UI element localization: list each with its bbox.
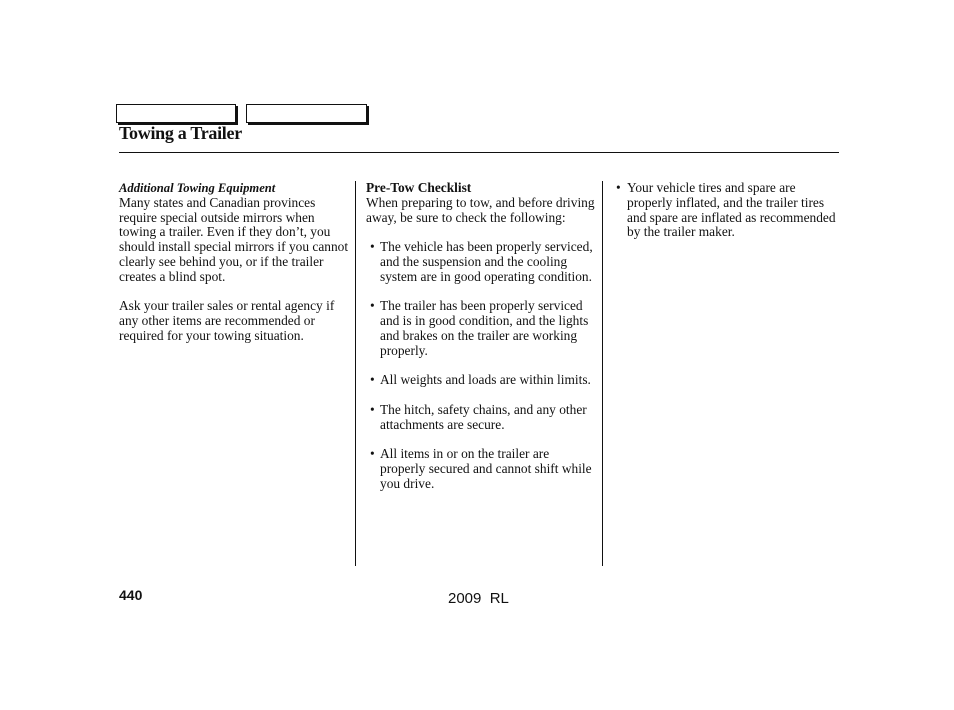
- checklist-heading: Pre-Tow Checklist: [366, 180, 472, 195]
- list-item: • Your vehicle tires and spare are properly inflated, and the trailer tires and spare are inflated as recommended by the trailer maker.: [616, 180, 836, 240]
- bullet-icon: •: [370, 446, 375, 462]
- bullet-icon: •: [616, 180, 621, 195]
- title-divider: [119, 152, 839, 153]
- footer-model-label: 2009 RL: [448, 590, 509, 607]
- list-item: • The hitch, safety chains, and any other attachments are secure.: [370, 401, 587, 432]
- list-item: • The trailer has been properly serviced and is in good condition, and the lights and brakes on the trailer are working properly.: [370, 298, 589, 358]
- mirrors-paragraph: Many states and Canadian provinces require special outside mirrors when towing a trailer. Even if they don’t, you should install special mirrors if you cannot clearly see behind you, or if the trailer creates a blind spot.: [119, 194, 349, 284]
- bullet-icon: •: [370, 401, 375, 417]
- bullet-icon: •: [370, 372, 375, 388]
- bullet-icon: •: [370, 298, 375, 314]
- column-additional-equipment: [119, 181, 351, 344]
- previous-page-button[interactable]: [116, 104, 236, 123]
- column-divider-right: [602, 181, 603, 566]
- checklist-list-continued: [616, 181, 838, 240]
- rental-agency-paragraph: Ask your trailer sales or rental agency if any other items are recommended or required for your towing situation.: [119, 298, 335, 343]
- list-item: • All items in or on the trailer are properly secured and cannot shift while you drive.: [370, 446, 592, 491]
- column-divider-left: [355, 181, 356, 566]
- list-item: • All weights and loads are within limits.: [370, 372, 591, 388]
- checklist-list: [366, 240, 596, 492]
- checklist-intro: When preparing to tow, and before driving away, be sure to check the following:: [366, 194, 595, 225]
- list-item: • The vehicle has been properly serviced, and the suspension and the cooling system are in good operating condition.: [370, 239, 593, 284]
- next-page-button[interactable]: [246, 104, 367, 123]
- page-number: 440: [119, 587, 143, 603]
- bullet-icon: •: [370, 239, 375, 255]
- page-title: Towing a Trailer: [119, 123, 242, 143]
- column-checklist-continued: [616, 181, 838, 240]
- column-pre-tow-checklist: [366, 181, 596, 492]
- section-subheading: Additional Towing Equipment: [119, 181, 276, 195]
